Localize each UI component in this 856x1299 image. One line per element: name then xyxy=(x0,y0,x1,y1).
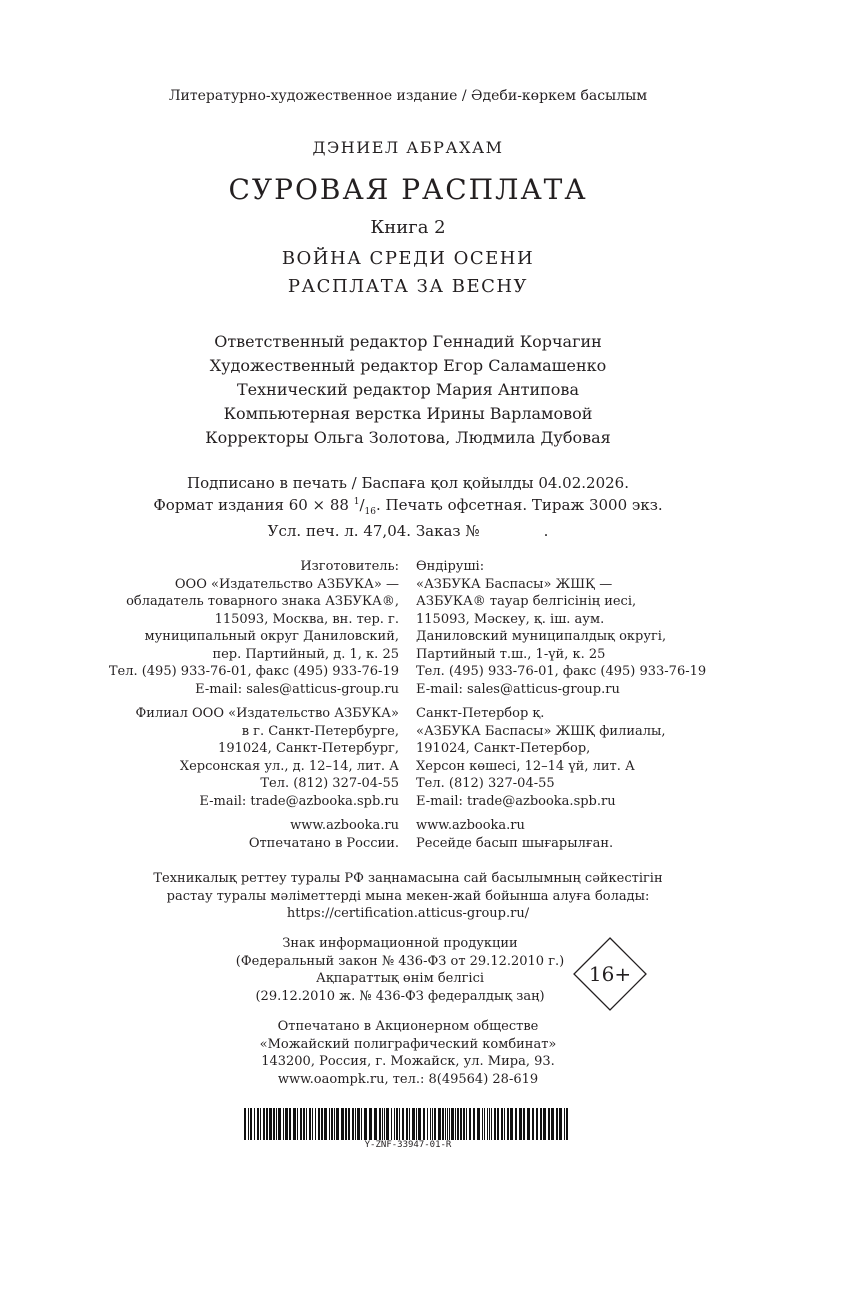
barcode-bar xyxy=(399,1108,400,1140)
barcode-bar xyxy=(329,1108,330,1140)
manufacturer-kz-line: E-mail: sales@atticus-group.ru xyxy=(416,681,620,697)
barcode-bar xyxy=(449,1108,450,1140)
barcode-bar xyxy=(269,1108,272,1140)
manufacturer-kz-line: «АЗБУКА Баспасы» ЖШҚ — xyxy=(416,576,613,592)
barcode-bar xyxy=(391,1108,392,1140)
barcode-bar xyxy=(254,1108,255,1140)
book-number: Книга 2 xyxy=(370,217,446,238)
barcode-bar xyxy=(566,1108,568,1140)
barcode-bar xyxy=(341,1108,344,1140)
barcode-bar xyxy=(276,1108,277,1140)
barcode-bar xyxy=(551,1108,554,1140)
barcode-bar xyxy=(510,1108,513,1140)
barcode-bar xyxy=(331,1108,333,1140)
barcode-bar xyxy=(244,1108,246,1140)
branch-kz-line: 191024, Санкт-Петербор, xyxy=(416,741,591,756)
barcode-bar xyxy=(348,1108,350,1140)
format-line: Формат издания 60 × 88 $^1/_{16}$. Печать офсетная. Тираж 3000 экз. xyxy=(153,496,663,517)
format-suffix: . Печать офсетная. Тираж 3000 экз. xyxy=(375,496,663,514)
branch-kz-line: Тел. (812) 327-04-55 xyxy=(416,776,555,791)
manufacturer-ru-line: 115093, Москва, вн. тер. г. xyxy=(214,611,399,627)
barcode-bar xyxy=(564,1108,565,1140)
certification-block xyxy=(0,870,816,923)
barcode-bar xyxy=(260,1108,261,1140)
barcode-bar xyxy=(394,1108,395,1140)
edition-type: Литературно-художественное издание / Әдеби-көркем басылым xyxy=(168,88,648,104)
barcode-bar xyxy=(523,1108,525,1140)
barcode-bar xyxy=(515,1108,517,1140)
barcode-bar xyxy=(460,1108,462,1140)
barcode-bar xyxy=(494,1108,496,1140)
barcode-bar xyxy=(427,1108,428,1140)
barcode-bar xyxy=(445,1108,446,1140)
barcode-bar xyxy=(266,1108,268,1140)
barcode-bar xyxy=(451,1108,454,1140)
info-sign-line: (29.12.2010 ж. № 436-ФЗ федералдық заң) xyxy=(255,988,545,1004)
info-sign-line: Ақпараттық өнім белгісі xyxy=(315,971,485,986)
barcode-bar xyxy=(257,1108,259,1140)
barcode-bar xyxy=(289,1108,291,1140)
manufacturer-kz-line: Тел. (495) 933-76-01, факс (495) 933-76-19 xyxy=(416,664,707,679)
barcode-bar xyxy=(438,1108,441,1140)
barcode-bar xyxy=(352,1108,354,1140)
info-sign-line: Знак информационной продукции xyxy=(282,936,518,951)
barcode-bar xyxy=(527,1108,530,1140)
branch-kz-line: E-mail: trade@azbooka.spb.ru xyxy=(416,793,616,809)
format-denominator: 16 xyxy=(364,507,376,517)
barcode-bar xyxy=(382,1108,383,1140)
book-title: СУРОВАЯ РАСПЛАТА xyxy=(228,173,588,206)
barcode xyxy=(244,1108,572,1140)
barcode-bar xyxy=(540,1108,542,1140)
barcode-bar xyxy=(487,1108,488,1140)
barcode-bar xyxy=(409,1108,410,1140)
barcode-bar xyxy=(473,1108,475,1140)
format-numerator: 1 xyxy=(353,497,360,507)
printer-line: www.oaompk.ru, тел.: 8(49564) 28-619 xyxy=(277,1071,539,1087)
barcode-bar xyxy=(250,1108,252,1140)
barcode-bar xyxy=(489,1108,490,1140)
barcode-bar xyxy=(324,1108,327,1140)
branch-kz-line: Санкт-Петербор қ. xyxy=(416,706,545,721)
barcode-bar xyxy=(345,1108,347,1140)
printer-line: «Можайский полиграфический комбинат» xyxy=(259,1036,557,1052)
printer-line: Отпечатано в Акционерном обществе xyxy=(277,1019,539,1034)
barcode-bar xyxy=(504,1108,505,1140)
manufacturer-ru-line: муниципальный округ Даниловский, xyxy=(144,629,399,644)
manufacturer-kz-line: 115093, Мәскеу, қ. іш. аум. xyxy=(416,611,605,627)
barcode-bar xyxy=(300,1108,302,1140)
manufacturer-kz-line: Даниловский муниципалдық округі, xyxy=(416,629,667,644)
branch-ru-line: Херсонская ул., д. 12–14, лит. А xyxy=(179,758,399,774)
manufacturer-ru-line: E-mail: sales@atticus-group.ru xyxy=(195,681,399,697)
barcode-bar xyxy=(423,1108,425,1140)
manufacturer-ru-line: обладатель товарного знака АЗБУКА®, xyxy=(126,594,399,609)
barcode-bar xyxy=(336,1108,339,1140)
manufacturer-ru-line: Тел. (495) 933-76-01, факс (495) 933-76-19 xyxy=(108,664,399,679)
info-sign-block xyxy=(214,935,586,1005)
printed-in-kz: Ресейде басып шығарылған. xyxy=(416,835,614,851)
barcode-bar xyxy=(315,1108,316,1140)
manufacturer-kz xyxy=(416,558,706,698)
barcode-bar xyxy=(306,1108,307,1140)
barcode-bar xyxy=(519,1108,522,1140)
website-link[interactable]: www.azbooka.ru xyxy=(416,818,525,833)
branch-ru-line: E-mail: trade@azbooka.spb.ru xyxy=(199,793,399,809)
barcode-bar xyxy=(447,1108,448,1140)
barcode-bar xyxy=(293,1108,296,1140)
credit-line: Ответственный редактор Геннадий Корчагин xyxy=(214,332,602,351)
age-rating-badge xyxy=(573,937,647,1011)
barcode-bar xyxy=(303,1108,305,1140)
barcode-bar xyxy=(278,1108,281,1140)
printer-block xyxy=(0,1018,816,1088)
info-sign-line: (Федеральный закон № 436-ФЗ от 29.12.2010 г.) xyxy=(235,953,565,969)
barcode-bar xyxy=(484,1108,485,1140)
barcode-bar xyxy=(482,1108,483,1140)
barcode-bar xyxy=(455,1108,456,1140)
author-name: ДЭНИЕЛ АБРАХАМ xyxy=(312,138,504,157)
printer-line: 143200, Россия, г. Можайск, ул. Мира, 93. xyxy=(261,1054,555,1069)
barcode-bar xyxy=(309,1108,311,1140)
manufacturer-kz-line: АЗБУКА® тауар белгісінің иесі, xyxy=(416,594,637,609)
barcode-bar xyxy=(457,1108,459,1140)
web-ru xyxy=(249,817,399,852)
manufacturer-ru-line: пер. Партийный, д. 1, к. 25 xyxy=(212,646,399,662)
branch-kz-line: Херсон көшесі, 12–14 үй, лит. А xyxy=(416,758,635,774)
barcode-bar xyxy=(469,1108,471,1140)
branch-ru-line: в г. Санкт-Петербурге, xyxy=(241,723,399,739)
branch-kz xyxy=(416,705,665,810)
barcode-bar xyxy=(434,1108,436,1140)
barcode-bar xyxy=(548,1108,550,1140)
format-prefix: Формат издания 60 × 88 xyxy=(153,496,354,514)
barcode-bar xyxy=(491,1108,492,1140)
manufacturer-ru-line: ООО «Издательство АЗБУКА» — xyxy=(174,576,399,592)
barcode-bar xyxy=(263,1108,265,1140)
order-line xyxy=(0,522,816,541)
barcode-bar xyxy=(355,1108,356,1140)
branch-ru xyxy=(136,705,400,810)
barcode-bar xyxy=(321,1108,323,1140)
barcode-bar xyxy=(248,1108,249,1140)
barcode-bar xyxy=(418,1108,421,1140)
barcode-bar xyxy=(396,1108,398,1140)
branch-kz-line: «АЗБУКА Баспасы» ЖШҚ филиалы, xyxy=(416,723,666,739)
signed-date: Подписано в печать / Баспаға қол қойылды 04.02.2026. xyxy=(187,474,629,492)
certification-line: растау туралы мәліметтерді мына мекен-жай бойынша алуға болады: xyxy=(166,888,650,904)
barcode-bar xyxy=(273,1108,275,1140)
age-rating-text: 16+ xyxy=(588,962,632,986)
barcode-bar xyxy=(357,1108,360,1140)
barcode-bar xyxy=(559,1108,562,1140)
print-info xyxy=(0,474,816,541)
barcode-bar xyxy=(432,1108,433,1140)
barcode-bar xyxy=(543,1108,546,1140)
order-text: Усл. печ. л. 47,04. Заказ № xyxy=(267,522,480,540)
manufacturer-ru-line: Изготовитель: xyxy=(300,559,399,574)
barcode-bar xyxy=(536,1108,538,1140)
barcode-bar xyxy=(501,1108,503,1140)
certification-url[interactable]: https://certification.atticus-group.ru/ xyxy=(286,906,530,921)
barcode-bar xyxy=(532,1108,534,1140)
barcode-bar xyxy=(556,1108,558,1140)
web-kz xyxy=(416,817,613,852)
barcode-bar xyxy=(442,1108,444,1140)
barcode-bar xyxy=(364,1108,367,1140)
barcode-bar xyxy=(412,1108,415,1140)
barcode-bar xyxy=(361,1108,362,1140)
barcode-bar xyxy=(297,1108,298,1140)
credit-line: Компьютерная верстка Ирины Варламовой xyxy=(223,404,593,423)
website-link[interactable]: www.azbooka.ru xyxy=(290,818,399,833)
certification-line: Техникалық реттеу туралы РФ заңнамасына сай басылымның сәйкестігін xyxy=(153,871,663,886)
credit-line: Технический редактор Мария Антипова xyxy=(237,380,579,399)
part-title-1: ВОЙНА СРЕДИ ОСЕНИ xyxy=(281,248,535,269)
barcode-bar xyxy=(402,1108,404,1140)
barcode-bar xyxy=(386,1108,389,1140)
branch-ru-line: Филиал ООО «Издательство АЗБУКА» xyxy=(135,706,399,721)
barcode-bar xyxy=(379,1108,381,1140)
barcode-bar xyxy=(369,1108,372,1140)
barcode-bar xyxy=(463,1108,465,1140)
manufacturer-ru xyxy=(109,558,399,698)
credits-block xyxy=(0,330,816,450)
barcode-bar xyxy=(466,1108,467,1140)
barcode-bar xyxy=(416,1108,417,1140)
barcode-bar xyxy=(406,1108,408,1140)
barcode-bar xyxy=(334,1108,335,1140)
manufacturer-kz-line: Партийный т.ш., 1-үй, к. 25 xyxy=(416,646,606,662)
barcode-bar xyxy=(477,1108,480,1140)
credit-line: Корректоры Ольга Золотова, Людмила Дубовая xyxy=(205,428,611,447)
order-end: . xyxy=(543,522,549,540)
barcode-code: Y-ZNF-33947-01-R xyxy=(364,1140,452,1150)
credit-line: Художественный редактор Егор Саламашенко xyxy=(209,356,607,375)
barcode-bar xyxy=(312,1108,313,1140)
barcode-bar xyxy=(283,1108,284,1140)
branch-ru-line: 191024, Санкт-Петербург, xyxy=(218,741,399,756)
part-title-2: РАСПЛАТА ЗА ВЕСНУ xyxy=(287,276,529,297)
branch-ru-line: Тел. (812) 327-04-55 xyxy=(260,776,399,791)
barcode-bar xyxy=(507,1108,509,1140)
barcode-bar xyxy=(430,1108,431,1140)
barcode-bar xyxy=(374,1108,377,1140)
barcode-bar xyxy=(497,1108,499,1140)
barcode-bar xyxy=(384,1108,385,1140)
printed-in-ru: Отпечатано в России. xyxy=(248,835,399,851)
barcode-bar xyxy=(285,1108,288,1140)
barcode-bar xyxy=(318,1108,320,1140)
manufacturer-kz-line: Өндіруші: xyxy=(416,559,485,574)
